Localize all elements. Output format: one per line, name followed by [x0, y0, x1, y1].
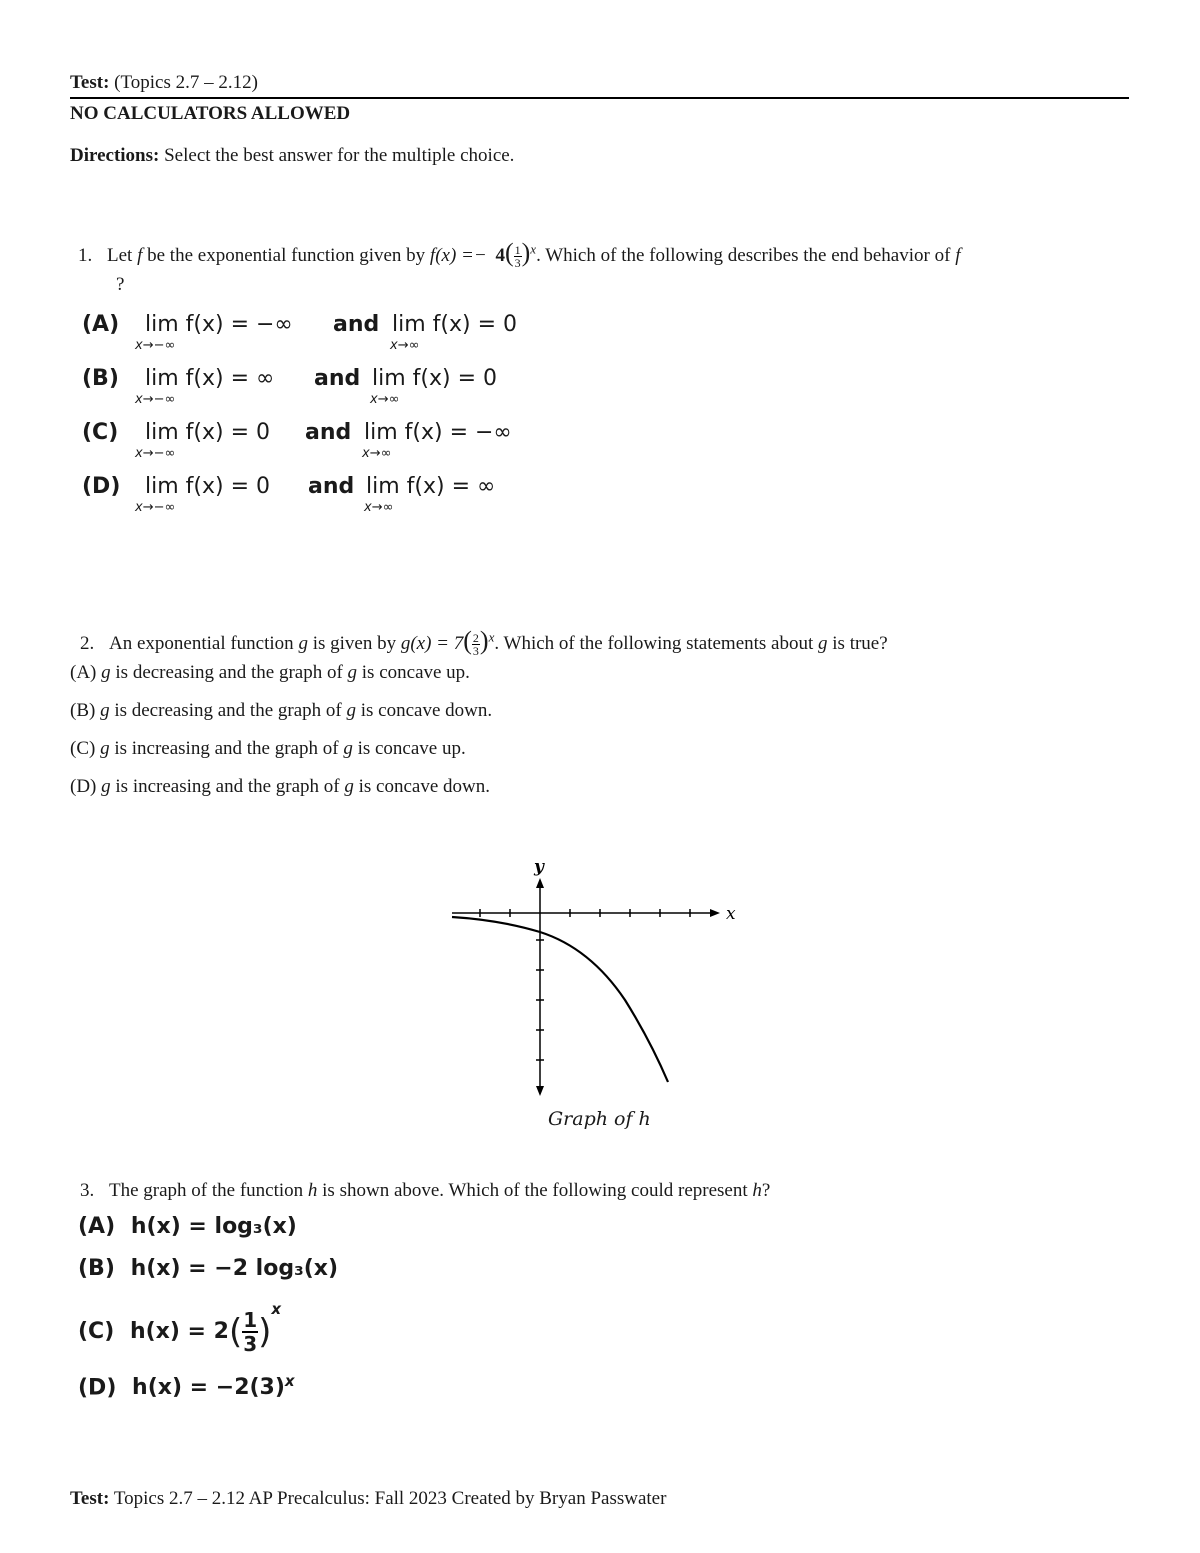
- q2-option-c[interactable]: (C) g is increasing and the graph of g is concave up.: [70, 738, 466, 759]
- q3c-fraction: $\frac{1}{3}$: [243, 1308, 258, 1356]
- y-axis-arrow-up: [536, 878, 544, 888]
- q2-option-b[interactable]: (B) g is decreasing and the graph of g is concave down.: [70, 700, 493, 721]
- q2-option-a[interactable]: (A) g is decreasing and the graph of g is concave up.: [70, 662, 470, 683]
- test-header: [70, 72, 258, 94]
- question-3-text: 3. The graph of the function h is shown above. Which of the following could represent h?: [80, 1180, 771, 1201]
- question-1-number: 1.: [78, 245, 93, 266]
- q3-option-d[interactable]: (D) $h(x) = -2(3)^x$: [78, 1372, 295, 1401]
- x-axis-arrow: [710, 909, 720, 917]
- directions-label: Directions:: [70, 145, 160, 166]
- q2-option-d[interactable]: (D) g is increasing and the graph of g is concave down.: [70, 776, 491, 797]
- header-rule: [70, 97, 1129, 99]
- directions-text: Select the best answer for the multiple choice.: [164, 145, 515, 166]
- test-topics: (Topics 2.7 – 2.12): [114, 72, 258, 93]
- q2-fraction: $\frac{2}{3}$: [472, 631, 479, 659]
- question-2-text: 2. An exponential function g is given by g(x) = 7( $\frac{2}{3}$ )$^x$. Which of the following statements about g is true?: [80, 626, 888, 659]
- no-calculators-notice: NO CALCULATORS ALLOWED: [70, 103, 351, 124]
- q3-option-c[interactable]: (C) h(x) = 2( $\frac{1}{3}$ )$^x$: [78, 1300, 282, 1356]
- footer: Test: Topics 2.7 – 2.12 AP Precalculus: Fall 2023 Created by Bryan Passwater: [70, 1488, 667, 1509]
- y-axis-label: y: [534, 857, 544, 877]
- question-1-text: 1. Let f be the exponential function given by f(x) =− 4( $\frac{1}{3}$ )$^x$. Which of the following describes the end behavior of f: [78, 238, 961, 271]
- q3-option-a[interactable]: (A) h(x) = log₃(x): [78, 1214, 297, 1239]
- graph-caption: Graph of h: [548, 1108, 651, 1130]
- curve-h: [452, 917, 668, 1082]
- y-axis-arrow-down: [536, 1086, 544, 1096]
- question-3-number: 3.: [80, 1180, 95, 1201]
- q3-option-b[interactable]: (B) h(x) = −2 log₃(x): [78, 1256, 339, 1281]
- question-2-number: 2.: [80, 633, 95, 654]
- q1-fraction: $\frac{1}{3}$: [514, 243, 521, 271]
- graph-of-h: [440, 850, 760, 1100]
- x-axis-label: x: [726, 904, 736, 924]
- directions: [70, 145, 514, 167]
- test-label: Test:: [70, 72, 110, 93]
